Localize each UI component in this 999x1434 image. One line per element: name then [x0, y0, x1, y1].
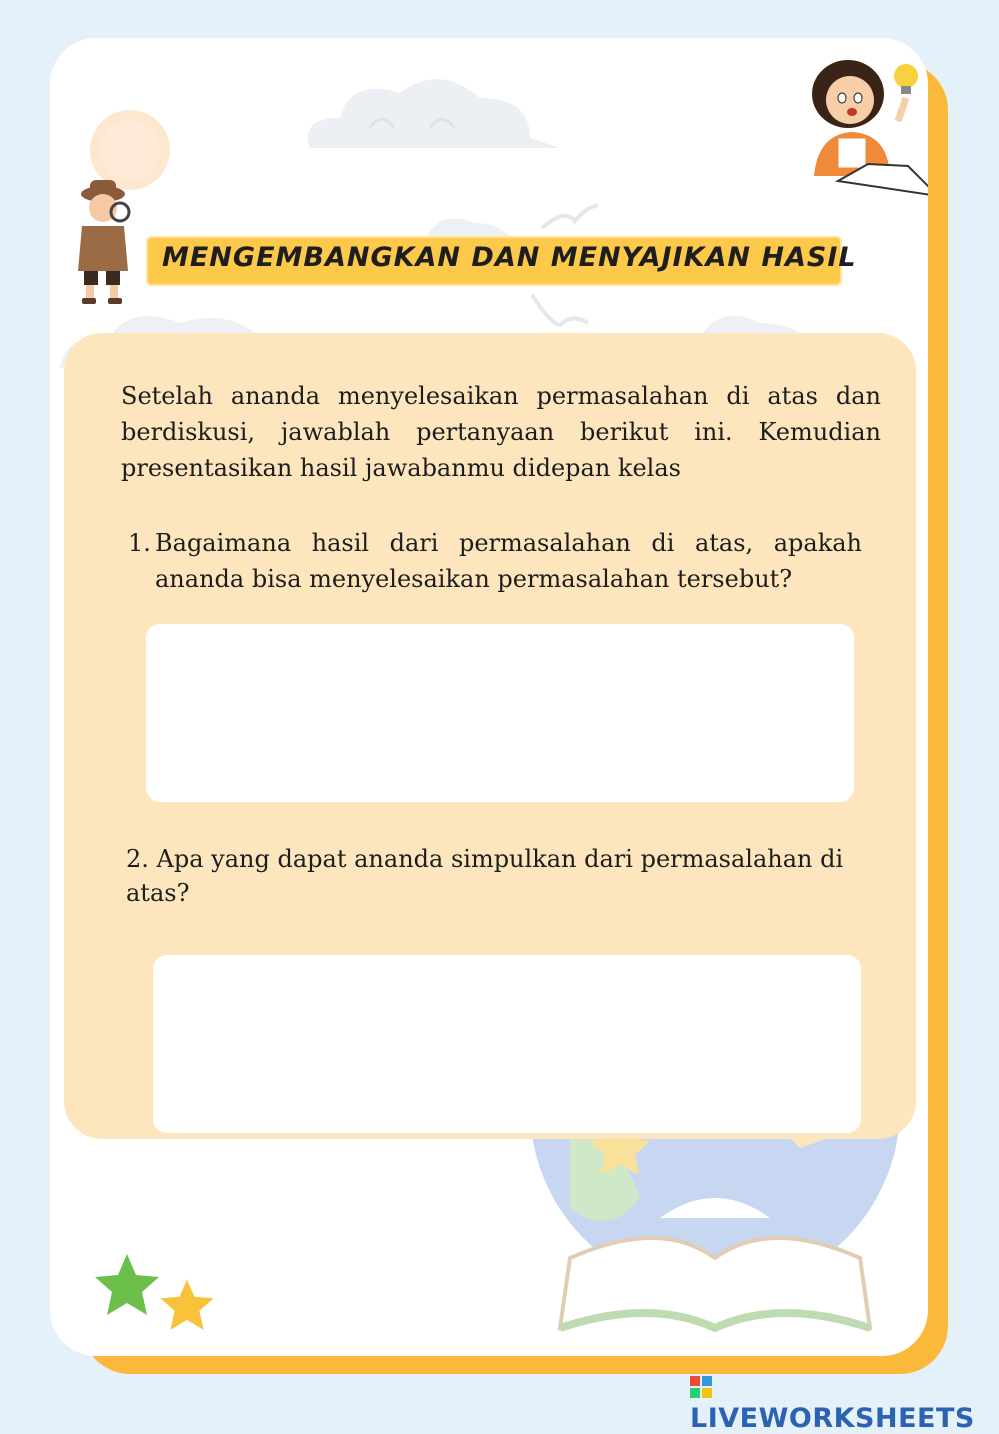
- bird-icon: [530, 293, 590, 333]
- question-number: 2.: [126, 845, 149, 873]
- bird-icon: [540, 203, 600, 233]
- question-text: Apa yang dapat ananda simpulkan dari permasalahan di atas?: [126, 845, 844, 907]
- detective-kid-icon: [68, 176, 138, 306]
- liveworksheets-logo-icon: [690, 1376, 712, 1398]
- yellow-star-icon: [158, 1276, 216, 1334]
- green-star-icon: [92, 1250, 162, 1320]
- girl-with-idea-icon: [798, 46, 928, 196]
- question-number: 1.: [128, 529, 151, 557]
- intro-text: Setelah ananda menyelesaikan permasalahan di atas dan berdiskusi, jawablah pertanyaan berikut ini. Kemudian presentasikan hasil jawabanmu didepan kelas: [121, 382, 881, 482]
- answer-box-2[interactable]: [153, 955, 861, 1133]
- cloud-icon: [290, 58, 570, 158]
- watermark-text: LIVEWORKSHEETS: [690, 1403, 975, 1434]
- question-text: Bagaimana hasil dari permasalahan di atas, apakah ananda bisa menyelesaikan permasalahan tersebut?: [155, 529, 862, 593]
- question-1: [128, 525, 862, 597]
- title-banner: [146, 236, 857, 286]
- liveworksheets-watermark[interactable]: [690, 1372, 999, 1434]
- question-2: [126, 842, 860, 910]
- page-title: MENGEMBANGKAN DAN MENYAJIKAN HASIL: [162, 242, 857, 273]
- answer-box-1[interactable]: [146, 624, 854, 802]
